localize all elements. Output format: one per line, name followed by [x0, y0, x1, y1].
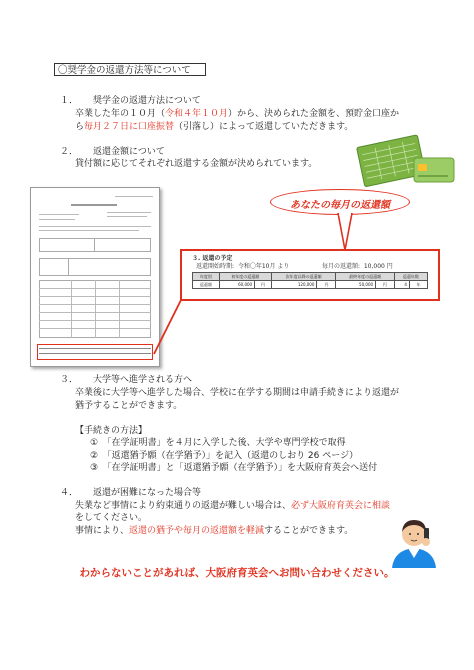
procedure-step-3: ③ 「在学証明書」と「返還猶予願（在学猶予）」を大阪府育英会へ送付	[90, 463, 378, 473]
header-cell: 初年度の返還額	[219, 273, 271, 281]
monthly-amount: 毎月の返還額: 10,000 円	[322, 263, 393, 270]
table-cell: 年	[409, 281, 427, 289]
repayment-plan-callout	[180, 249, 440, 301]
header-cell: 返還年数	[394, 273, 427, 281]
repayment-notice-document-thumbnail	[30, 187, 160, 367]
table-cell: 円	[317, 281, 336, 289]
section-3-body-line-1: 卒業後に大学等へ進学した場合、学校に在学する期間は申請手続きにより返還が	[75, 388, 400, 398]
table-cell: 円	[376, 281, 395, 289]
bankbook-and-card-illustration	[350, 130, 460, 190]
header-cell: 最終年度の返還額	[336, 273, 394, 281]
procedure-title: 【手続きの方法】	[75, 426, 148, 436]
section-3-heading: 大学等へ進学される方へ	[93, 375, 193, 385]
contact-notice: わからないことがあれば、大阪府育英会へお問い合わせください。	[79, 567, 395, 579]
section-1-body-line-1: 卒業した年の１０月（令和４年１０月）から、決められた金額を、預貯金口座か	[75, 109, 400, 119]
section-4-number: ４．	[60, 488, 79, 498]
section-3-body-line-2: 猶予することができます。	[75, 401, 183, 411]
section-2-heading: 返還金額について	[93, 147, 165, 157]
section-1-body-line-2: ら毎月２７日に口座振替（引落し）によって返還していただきます。	[75, 122, 354, 132]
person-on-phone-illustration	[388, 512, 440, 568]
section-3-number: ３．	[60, 375, 79, 385]
page-title: 〇奨学金の返還方法等について	[54, 63, 206, 76]
header-cell: 年度別	[193, 273, 220, 281]
monthly-amount-callout-label: あなたの毎月の返還額	[270, 189, 410, 215]
repayment-plan-heading: ３. 返還の予定	[192, 255, 233, 262]
table-cell: 円	[255, 281, 272, 289]
table-cell: 120,000	[271, 281, 317, 289]
procedure-step-1: ① 「在学証明書」を４月に入学した後、大学や専門学校で取得	[90, 438, 346, 448]
table-cell: 4	[394, 281, 409, 289]
procedure-step-2: ② 「返還猶予願（在学猶予）」を記入（返還のしおり 26 ページ）	[90, 451, 359, 461]
section-2-body: 貸付額に応じてそれぞれ返還する金額が決められています。	[75, 159, 318, 169]
section-2-number: ２．	[60, 147, 79, 157]
header-cell: 次年度以降の返還額	[271, 273, 336, 281]
table-cell: 60,000	[219, 281, 254, 289]
section-4-body-line-2: をしてください。	[75, 513, 148, 523]
section-1-heading: 奨学金の返還方法について	[93, 96, 201, 106]
repayment-plan-table	[192, 272, 428, 289]
section-4-heading: 返還が困難になった場合等	[93, 488, 202, 498]
section-4-body-line-1: 失業など事情により約束通りの返還が難しい場合は、必ず大阪府育英会に相談	[75, 501, 391, 511]
table-cell: 返還額	[193, 281, 220, 289]
callout-pointer-arrow	[330, 213, 360, 253]
repayment-start: 返還開始時期: 令和〇年10月 より	[196, 263, 290, 270]
table-cell: 50,000	[336, 281, 376, 289]
section-4-body-line-3: 事情により、返還の猶予や毎月の返還額を軽減することができます。	[75, 526, 354, 536]
section-1-number: １．	[60, 96, 79, 106]
